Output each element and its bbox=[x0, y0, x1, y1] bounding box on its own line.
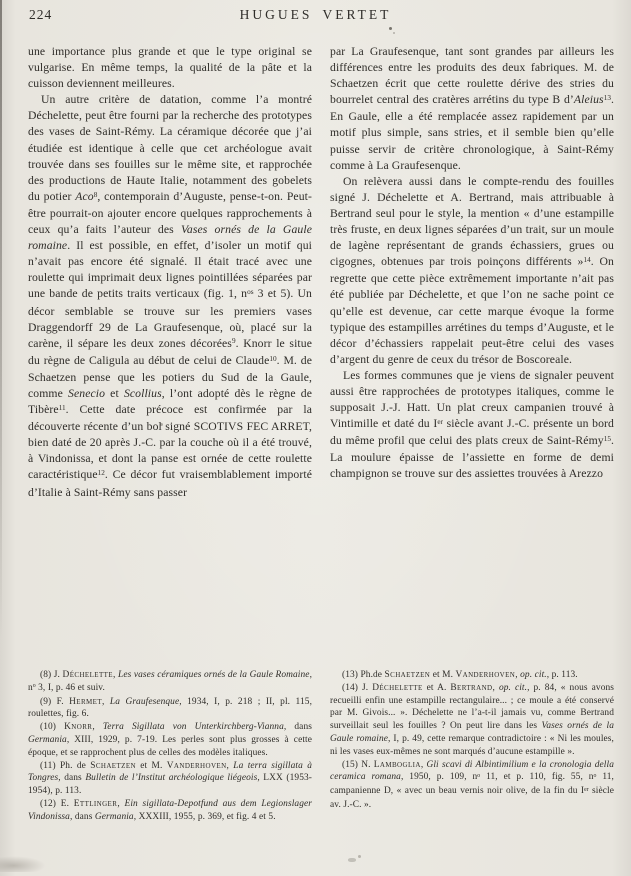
text-segment: , 1934, I, p. 218 ; II, pl. 115, roulettes, fig. 6. bbox=[28, 696, 313, 720]
text-segment: . Ce décor fut vraisemblablement importé d’Italie à Saint-Rémy sans passer bbox=[28, 468, 312, 499]
text-segment: une importance plus grande et que le type original se vulgarise. En même temps, la qualité de la pâte et la cuisson deviennent meilleures. bbox=[28, 45, 312, 91]
page-header bbox=[0, 7, 631, 27]
left-column-body bbox=[28, 44, 312, 501]
text-segment: . Cette date précoce est confirmée par la découverte récente d’un bol signé SCOTIVS FEC ARRET, bien daté de 20 après J.-C. par la couche où il a été trouvé, à Vindonissa, et dont la panse est ornée de cette roulette caractéristique bbox=[28, 403, 312, 482]
text-segment: (13) Ph.de bbox=[342, 670, 385, 680]
footnote-reference: os bbox=[247, 288, 254, 297]
text-segment: , l’ont adopté dès le règne de Tibère bbox=[28, 386, 312, 417]
text-segment: 11, campanienne D, « avec un beau vernis noir olive, de la fin du I bbox=[330, 772, 614, 797]
text-segment: Schaetzen bbox=[90, 760, 136, 771]
text-segment: (9) F. bbox=[40, 696, 70, 707]
footnote-reference: 9 bbox=[231, 337, 236, 346]
text-segment: Les vases céramiques ornés de la Gaule Romaine bbox=[118, 670, 310, 680]
text-segment: et bbox=[105, 386, 124, 400]
text-segment: Terra Sigillata von Unterkirchberg-Vianna bbox=[102, 722, 284, 733]
text-segment: Lamboglia bbox=[373, 759, 421, 770]
scan-speck bbox=[358, 855, 361, 858]
text-segment: . Knorr le situe du règne de Caligula au début de celui de Claude bbox=[28, 336, 312, 367]
text-segment: , bbox=[102, 696, 110, 707]
text-segment: Bertrand bbox=[450, 682, 493, 693]
text-segment: , XIII, 1929, p. 7-19. Les perles sont plus grosses à cette époque, et se rapprochent plus de celles des modèles italiques. bbox=[28, 734, 312, 758]
text-segment: , 1950, p. 109, n bbox=[400, 772, 478, 783]
footnote bbox=[28, 669, 312, 696]
paragraph bbox=[330, 368, 614, 483]
scan-speck bbox=[389, 27, 392, 30]
text-segment: siècle avant J.-C. présente un bord du même profil que celui des plats creux de Saint-Rémy bbox=[330, 417, 614, 448]
right-column-body bbox=[330, 44, 614, 483]
footnote bbox=[28, 696, 312, 722]
text-segment: Un autre critère de datation, comme l’a montré Déchelette, peut être fourni par la recherche des prototypes des vases de Saint-Rémy. La céramique décorée que j’ai étudiée est identique à celle que cet archéologue avait trouvée dans ses fouilles sur le même site, et rapprochée des productions de Haute Italie, notamment des gobelets du potier bbox=[28, 93, 312, 203]
text-segment: La Graufesenque bbox=[109, 696, 180, 707]
text-segment: Knorr bbox=[64, 722, 93, 733]
text-segment: . Il est possible, en effet, d’isoler un motif qui n’avait pas encore été signalé. Il était tracé avec une roulette qui imprimait deux lignes pointillées séparées par une bande de petits traits verticaux (fig. 1, n bbox=[28, 239, 312, 301]
paragraph bbox=[330, 44, 614, 174]
text-segment: , bbox=[92, 722, 103, 733]
footnote-reference: o bbox=[477, 772, 481, 779]
footnote-reference: 15 bbox=[603, 435, 611, 443]
text-segment: Ein sigillata-Depotfund aus dem Legionslager Vindonissa bbox=[28, 798, 313, 822]
footnote-reference: o bbox=[32, 683, 36, 690]
text-segment: . La moulure épaisse de l’assiette en forme de demi champignon se trouve sur des assiettes trouvées à Arezzo bbox=[330, 434, 614, 481]
text-segment: La terra sigillata à Tongres bbox=[28, 760, 312, 784]
text-segment: Senecio bbox=[68, 386, 106, 400]
text-segment: (12) E. bbox=[40, 798, 74, 809]
scan-speck bbox=[348, 858, 356, 862]
text-segment: . M. de Schaetzen pense que les potiers du Sud de la Gaule, comme bbox=[28, 353, 312, 400]
footnote bbox=[330, 669, 614, 682]
footnote-reference: 10 bbox=[269, 354, 277, 363]
text-segment: , bbox=[112, 670, 118, 680]
text-segment: , bbox=[117, 798, 125, 809]
text-segment: Scollius bbox=[123, 386, 162, 400]
text-segment: Gli scavi di Albintimilium e la cronologia della ceramica romana bbox=[330, 759, 614, 783]
text-segment: Germania bbox=[28, 734, 67, 745]
text-segment: , bbox=[420, 759, 427, 770]
text-segment: , dans bbox=[283, 722, 312, 733]
footnote bbox=[28, 760, 312, 798]
footnote-reference: er bbox=[437, 417, 443, 426]
page-number: 224 bbox=[29, 7, 53, 22]
text-segment: On relèvera aussi dans le compte-rendu des fouilles signé J. Déchelette et A. Bertrand, mais attribuable à Bertrand seul pour le style, la mention « d’une estampille très fruste, en deux lignes séparées d’un trait, sur un moule de lagène représentant de grands échassiers, grues ou cigognes, obtenues par trois poinçons différents » bbox=[330, 174, 614, 269]
footnote-reference: 13 bbox=[603, 94, 611, 103]
text-segment: Vanderhoven bbox=[455, 670, 516, 680]
text-segment: 3, I, p. 46 et suiv. bbox=[35, 682, 105, 693]
text-segment: Vases ornés de la Gaule romaine bbox=[28, 223, 312, 253]
text-segment: Aco bbox=[75, 189, 94, 203]
text-segment: (14) J. bbox=[342, 682, 373, 693]
text-segment: , contemporain d’Auguste, pense-t-on. Peut-être pourrait-on ajouter encore quelques rapprochements à ceux qu’a faits l’auteur des bbox=[28, 189, 313, 237]
scan-edge-shadow bbox=[0, 0, 2, 640]
text-segment: 3 et 5). Un décor semblable se trouve sur les premiers vases Draggendorff 29 de La Graufesenque, où, placé sur la carène, il sépare les deux zones décorées bbox=[28, 287, 312, 350]
paragraph bbox=[28, 92, 312, 500]
text-segment: Déchelette bbox=[372, 682, 423, 693]
text-segment: Bulletin de l’Institut archéologique liégeois bbox=[85, 773, 258, 784]
text-segment: , dans bbox=[58, 773, 86, 784]
text-segment: , dans bbox=[69, 811, 95, 822]
text-segment: Aleius bbox=[573, 93, 604, 107]
text-segment: 11, et p. 110, fig. 55, n bbox=[480, 772, 594, 783]
text-segment: , XXXIII, 1955, p. 369, et fig. 4 et 5. bbox=[133, 811, 276, 822]
footnote-reference: 14 bbox=[583, 255, 591, 264]
paragraph bbox=[330, 174, 614, 368]
text-segment: (15) N. bbox=[342, 759, 374, 770]
text-segment: Vanderhoven bbox=[166, 760, 227, 771]
footnote-reference: 11 bbox=[58, 403, 66, 412]
text-segment: Ettlinger bbox=[73, 798, 118, 809]
footnote bbox=[330, 682, 614, 759]
footnote-reference: er bbox=[584, 786, 589, 793]
text-segment: op. cit. bbox=[498, 682, 528, 693]
text-segment: , n bbox=[28, 670, 313, 693]
scan-smudge bbox=[0, 856, 46, 872]
footnote-reference: 8 bbox=[93, 190, 98, 199]
text-segment: Schaetzen bbox=[384, 670, 431, 680]
text-segment: et M. bbox=[430, 670, 456, 680]
footnote bbox=[28, 721, 312, 759]
text-segment: , bbox=[492, 682, 499, 693]
text-segment: , bbox=[515, 670, 521, 680]
text-segment: (11) Ph. de bbox=[40, 760, 91, 771]
text-segment: Les formes communes que je viens de signaler peuvent aussi être rapprochées de prototypes italiques, comme le supposait J.-J. Hatt. Un plat creux campanien trouvé à Vintimille et daté du I bbox=[330, 368, 614, 431]
paragraph bbox=[28, 44, 312, 92]
text-segment: , p. 113. bbox=[546, 670, 578, 680]
left-column-footnotes bbox=[28, 669, 312, 824]
running-title: HUGUES VERTET bbox=[239, 7, 392, 22]
text-segment: et A. bbox=[422, 682, 451, 693]
text-segment: , I, p. 49, cette remarque contradictoire : « Ni les moules, ni les vases eux-mêmes ne sont marqués d’aucune estampille ». bbox=[330, 733, 614, 757]
text-segment: , bbox=[226, 760, 234, 771]
text-segment: siècle av. J.-C. ». bbox=[330, 786, 614, 810]
text-segment: et M. bbox=[135, 760, 167, 771]
text-segment: (10) bbox=[40, 722, 65, 733]
text-segment: op. cit. bbox=[520, 670, 547, 680]
text-segment: Hermet bbox=[69, 696, 103, 707]
text-segment: Vases ornés de la Gaule romaine bbox=[330, 721, 614, 744]
scan-speck bbox=[393, 32, 395, 34]
text-segment: Germania bbox=[94, 811, 134, 822]
text-segment: , p. 84, « nous avons recueilli enfin une estampille rectangulaire... ; ce moule a été conservé par M. Givois... ». Déchelette ne l’a-t-il jamais vu, comme Bertrand surveillait seul les fouilles ? On peut lire dans les bbox=[330, 682, 615, 732]
footnote bbox=[330, 759, 614, 812]
text-segment: par La Graufesenque, tant sont grandes par ailleurs les différences entre les produits des deux fabriques. M. de Schaetzen écrit que cette roulette dérive des stries du bourrelet central des cratères arrétins du type B d’ bbox=[330, 45, 614, 107]
text-segment: . En Gaule, elle a été remplacée assez rapidement par un motif plus simple, sans stries, et il semble bien qu’elle puisse servir de critère chronologique, à Saint-Rémy comme à La Graufesenque. bbox=[330, 93, 614, 172]
text-segment: (8) J. bbox=[40, 670, 63, 680]
footnote-reference: 12 bbox=[97, 469, 105, 478]
text-segment: , LXX (1953-1954), p. 113. bbox=[28, 773, 312, 797]
right-column-footnotes bbox=[330, 669, 614, 812]
footnote-reference: o bbox=[593, 772, 597, 779]
text-segment: . On regrette que cette pièce extrêmement importante n’ait pas été publiée par Déchelette, et que l’on ne sache point ce qu’elle est devenue, car cette marque évoque la forme typique des estampilles arrétines du temps d’Auguste, et le décor d’échassiers rappelait peut-être celui des vases d’argent du genre de ceux du trésor de Boscoreale. bbox=[330, 255, 614, 366]
footnote bbox=[28, 798, 312, 824]
text-segment: Déchelette bbox=[62, 670, 113, 680]
